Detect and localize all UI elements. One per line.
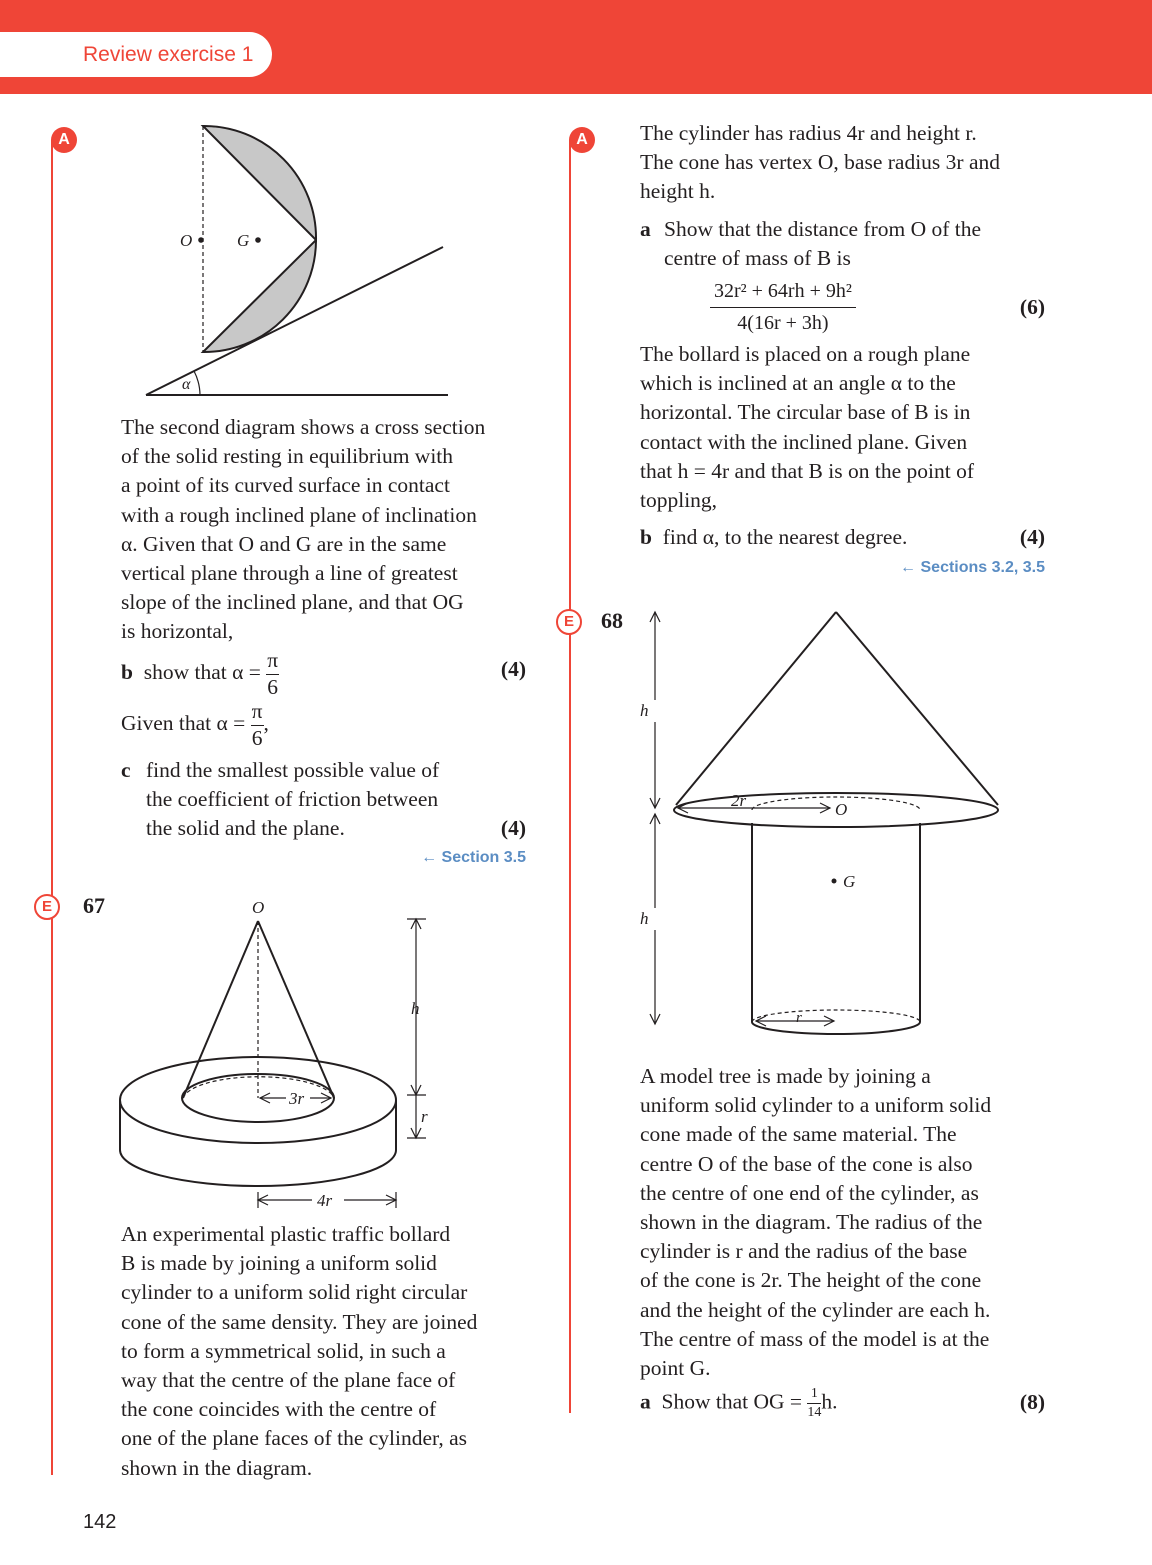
label-g: G [237, 231, 250, 250]
q68-text: A model tree is made by joining a uniform solid cylinder to a uniform solid cone made of the same material. The centre O of the base of the cone is also the centre of one end of the cylinder, as shown in the diagram. The radius of the cylinder is r and the radius of the base of the cone is 2r. The height of the cone and the height of the cylinder are each h. The centre of mass of the model is at the point G. [640, 1064, 992, 1381]
marks-a: (6) [1019, 295, 1045, 319]
section-label: Review exercise 1 [83, 43, 254, 66]
q67-continuation-text: The cylinder has radius 4r and height r. The cone has vertex O, base radius 3r and height h. [640, 121, 1000, 204]
exam-badge-e: E [34, 894, 60, 920]
marks-b: (4) [500, 657, 526, 681]
marks-b: (4) [1019, 525, 1045, 549]
given-alpha: Given that α = $\frac{\pi}{6}$ , [121, 699, 269, 750]
part-c-text: find the smallest possible value of the coefficient of friction between the solid and the plane. [146, 758, 440, 841]
label-4r: 4r [317, 1191, 333, 1210]
label-o: O [180, 231, 193, 250]
fraction-pi-over-6: $\frac{\pi}{6}$ [267, 648, 279, 699]
label-h: h [411, 999, 420, 1018]
centre-of-mass-expression: $\frac{\text{32r² + 64rh + 9h²}}{4(16r + 3h)}$ [710, 280, 856, 335]
difficulty-badge-a: A [569, 127, 595, 153]
point-g [832, 879, 837, 884]
exam-badge-e: E [556, 609, 582, 635]
label-o: O [252, 898, 265, 917]
label-r: r [421, 1107, 428, 1126]
q66-continuation-text: The second diagram shows a cross section of the solid resting in equilibrium with a point of its curved surface in contact with a rough inclined plane of inclination α. Given that O and G are in the same vertical plane through a line of greatest slope of the inclined plane, and that OG is horizontal, [121, 415, 486, 644]
q67-middle-text: The bollard is placed on a rough plane which is inclined at an angle α to the horizontal. The circular base of B is in contact with the inclined plane. Given that h = 4r and that B is on the point of toppling, [640, 342, 974, 513]
section-reference-link[interactable]: ← Sections 3.2, 3.5 [900, 559, 1045, 576]
marks-c: (4) [500, 816, 526, 840]
part-a-letter: a [640, 217, 651, 241]
section-reference-link[interactable]: ← Section 3.5 [421, 849, 526, 866]
part-a-text: Show that the distance from O of the centre of mass of B is [664, 217, 982, 271]
point-o [198, 237, 204, 243]
label-o: O [835, 800, 848, 819]
label-alpha: α [182, 376, 191, 393]
label-g: G [843, 872, 856, 891]
label-r: r [796, 1010, 802, 1026]
part-a-show-og: a Show that OG = $\frac{1}{14}$ h. [640, 1386, 838, 1420]
page-number: 142 [83, 1511, 117, 1533]
left-margin-rule [51, 140, 53, 1475]
label-2r: 2r [731, 791, 747, 810]
question-number-67: 67 [83, 893, 105, 918]
part-b-find-alpha: b find α, to the nearest degree. [640, 525, 908, 549]
marks-a: (8) [1019, 1390, 1045, 1414]
bollard-diagram [110, 890, 440, 1215]
label-h-cone: h [640, 701, 649, 720]
label-3r: 3r [289, 1089, 305, 1108]
part-c-letter: c [121, 758, 131, 782]
difficulty-badge-a: A [51, 127, 77, 153]
question-number-68: 68 [601, 608, 623, 633]
cross-section-diagram [130, 115, 460, 405]
right-margin-rule [569, 140, 571, 1413]
part-b-show-that: b show that α = $\frac{\pi}{6}$ [121, 648, 279, 699]
label-h-cylinder: h [640, 909, 649, 928]
q67-text: An experimental plastic traffic bollard B is made by joining a uniform solid cylinder to a uniform solid right circular cone of the same density. They are joined to form a symmetrical solid, in such a way that the centre of the plane face of the cone coincides with the centre of one of the plane faces of the cylinder, as shown in the diagram. [121, 1222, 478, 1480]
point-g [255, 237, 261, 243]
model-tree-diagram [620, 600, 1020, 1040]
